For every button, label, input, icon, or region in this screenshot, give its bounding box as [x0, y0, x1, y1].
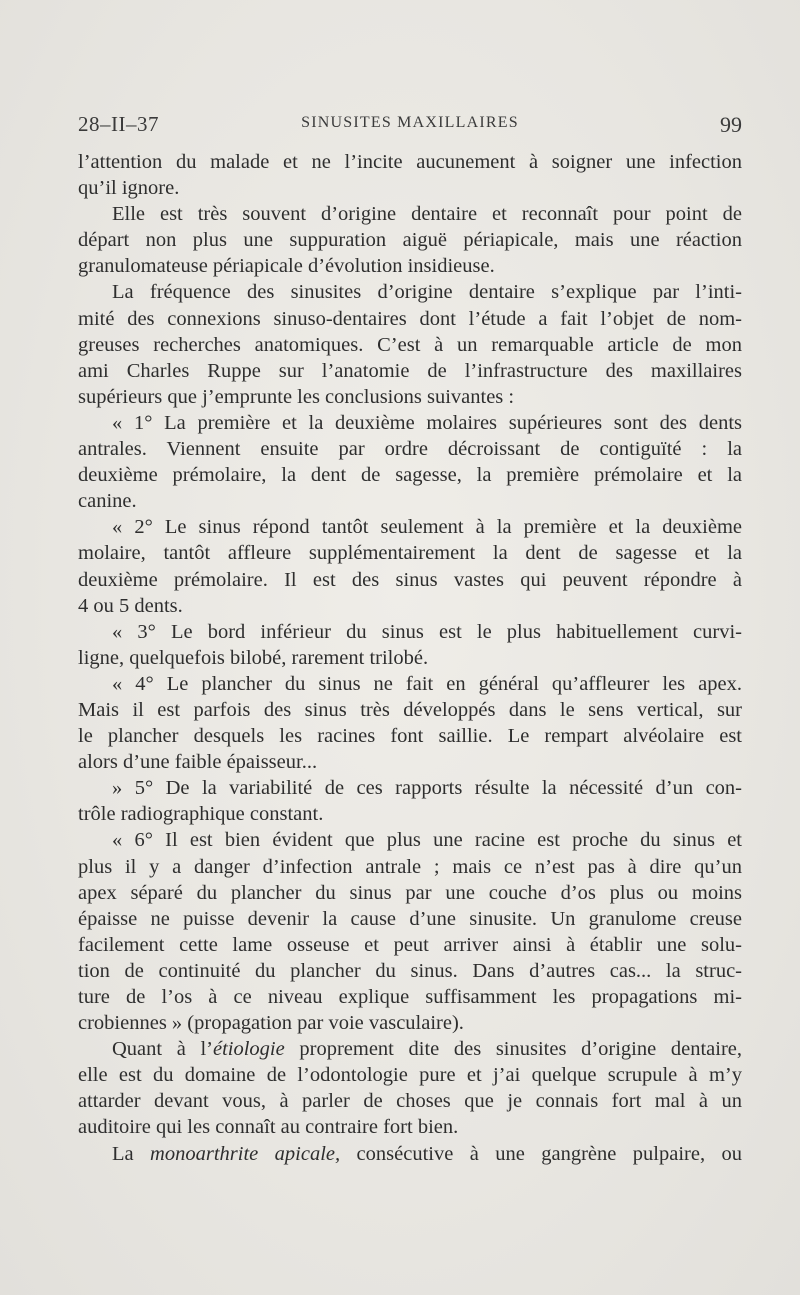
- running-header: [78, 112, 742, 142]
- text-line: « 6° Il est bien évident que plus une racine est proche du sinus et: [112, 829, 742, 852]
- italic-term: étiologie: [213, 1038, 285, 1061]
- text-line: épaisse ne puisse devenir la cause d’une sinusite. Un granulome creuse: [78, 907, 742, 930]
- text-line: » 5° De la variabilité de ces rapports résulte la nécessité d’un con-: [112, 777, 742, 800]
- text-line: trôle radiographique constant.: [78, 803, 324, 826]
- text-line: « 4° Le plancher du sinus ne fait en général qu’affleurer les apex.: [112, 672, 742, 695]
- text-line: le plancher desquels les racines font saillie. Le rempart alvéolaire est: [78, 725, 742, 748]
- text-line: qu’il ignore.: [78, 177, 180, 200]
- text-line: granulomateuse périapicale d’évolution insidieuse.: [78, 255, 495, 278]
- text-line: « 3° Le bord inférieur du sinus est le plus habituellement curvi-: [112, 620, 742, 643]
- text-line: l’attention du malade et ne l’incite aucunement à soigner une infection: [78, 151, 742, 173]
- text-line: ligne, quelquefois bilobé, rarement trilobé.: [78, 646, 429, 669]
- text-line: départ non plus une suppuration aiguë périapicale, mais une réaction: [78, 229, 742, 252]
- text-line: greuses recherches anatomiques. C’est à un remarquable article de mon: [78, 333, 742, 356]
- text-line: auditoire qui les connaît au contraire fort bien.: [78, 1116, 459, 1139]
- text-line: supérieurs que j’emprunte les conclusions suivantes :: [78, 385, 515, 408]
- body-text: [78, 149, 742, 1167]
- text-line: molaire, tantôt affleure supplémentairement la dent de sagesse et la: [78, 542, 742, 565]
- text-line: ture de l’os à ce niveau explique suffisamment les propagations mi-: [78, 986, 742, 1008]
- text-line: antrales. Viennent ensuite par ordre décroissant de contiguïté : la: [78, 438, 742, 461]
- text-line: attarder devant vous, à parler de choses que je connais fort mal à un: [78, 1090, 742, 1113]
- text-line: crobiennes » (propagation par voie vasculaire).: [78, 1012, 464, 1035]
- page-number: 99: [720, 112, 742, 137]
- header-date: 28–II–37: [78, 112, 159, 136]
- italic-term: monoarthrite apicale,: [150, 1142, 341, 1165]
- text-run: proprement dite des sinusites d’origine dentaire,: [284, 1038, 742, 1061]
- text-line: 4 ou 5 dents.: [78, 594, 183, 617]
- text-line: ami Charles Ruppe sur l’anatomie de l’infrastructure des maxillaires: [78, 359, 742, 382]
- text-line: elle est du domaine de l’odontologie pure et j’ai quelque scrupule à m’y: [78, 1064, 742, 1087]
- text-line: « 2° Le sinus répond tantôt seulement à la première et la deuxième: [112, 516, 742, 539]
- text-line: canine.: [78, 490, 137, 513]
- text-line: deuxième prémolaire, la dent de sagesse, la première prémolaire et la: [78, 464, 742, 487]
- text-run: consécutive à une gangrène pulpaire, ou: [340, 1142, 742, 1165]
- text-line: facilement cette lame osseuse et peut arriver ainsi à établir une solu-: [78, 933, 742, 956]
- header-title: SINUSITES MAXILLAIRES: [301, 114, 519, 131]
- text-line: apex séparé du plancher du sinus par une couche d’os plus ou moins: [78, 881, 742, 904]
- text-line: deuxième prémolaire. Il est des sinus vastes qui peuvent répondre à: [78, 568, 742, 591]
- text-line: tion de continuité du plancher du sinus. Dans d’autres cas... la struc-: [78, 959, 742, 982]
- text-line: [78, 1036, 742, 1062]
- text-line: alors d’une faible épaisseur...: [78, 751, 318, 774]
- text-run: Quant à l’: [112, 1038, 213, 1061]
- text-line: mité des connexions sinuso-dentaires dont l’étude a fait l’objet de nom-: [78, 307, 742, 330]
- text-line: plus il y a danger d’infection antrale ; mais ce n’est pas à dire qu’un: [78, 855, 742, 878]
- text-run: La: [112, 1142, 151, 1165]
- text-line: Mais il est parfois des sinus très développés dans le sens vertical, sur: [78, 698, 742, 721]
- text-line: La fréquence des sinusites d’origine dentaire s’explique par l’inti-: [112, 281, 742, 304]
- text-line: [78, 1141, 742, 1167]
- text-line: Elle est très souvent d’origine dentaire et reconnaît pour point de: [112, 203, 742, 226]
- text-line: « 1° La première et la deuxième molaires supérieures sont des dents: [112, 411, 742, 434]
